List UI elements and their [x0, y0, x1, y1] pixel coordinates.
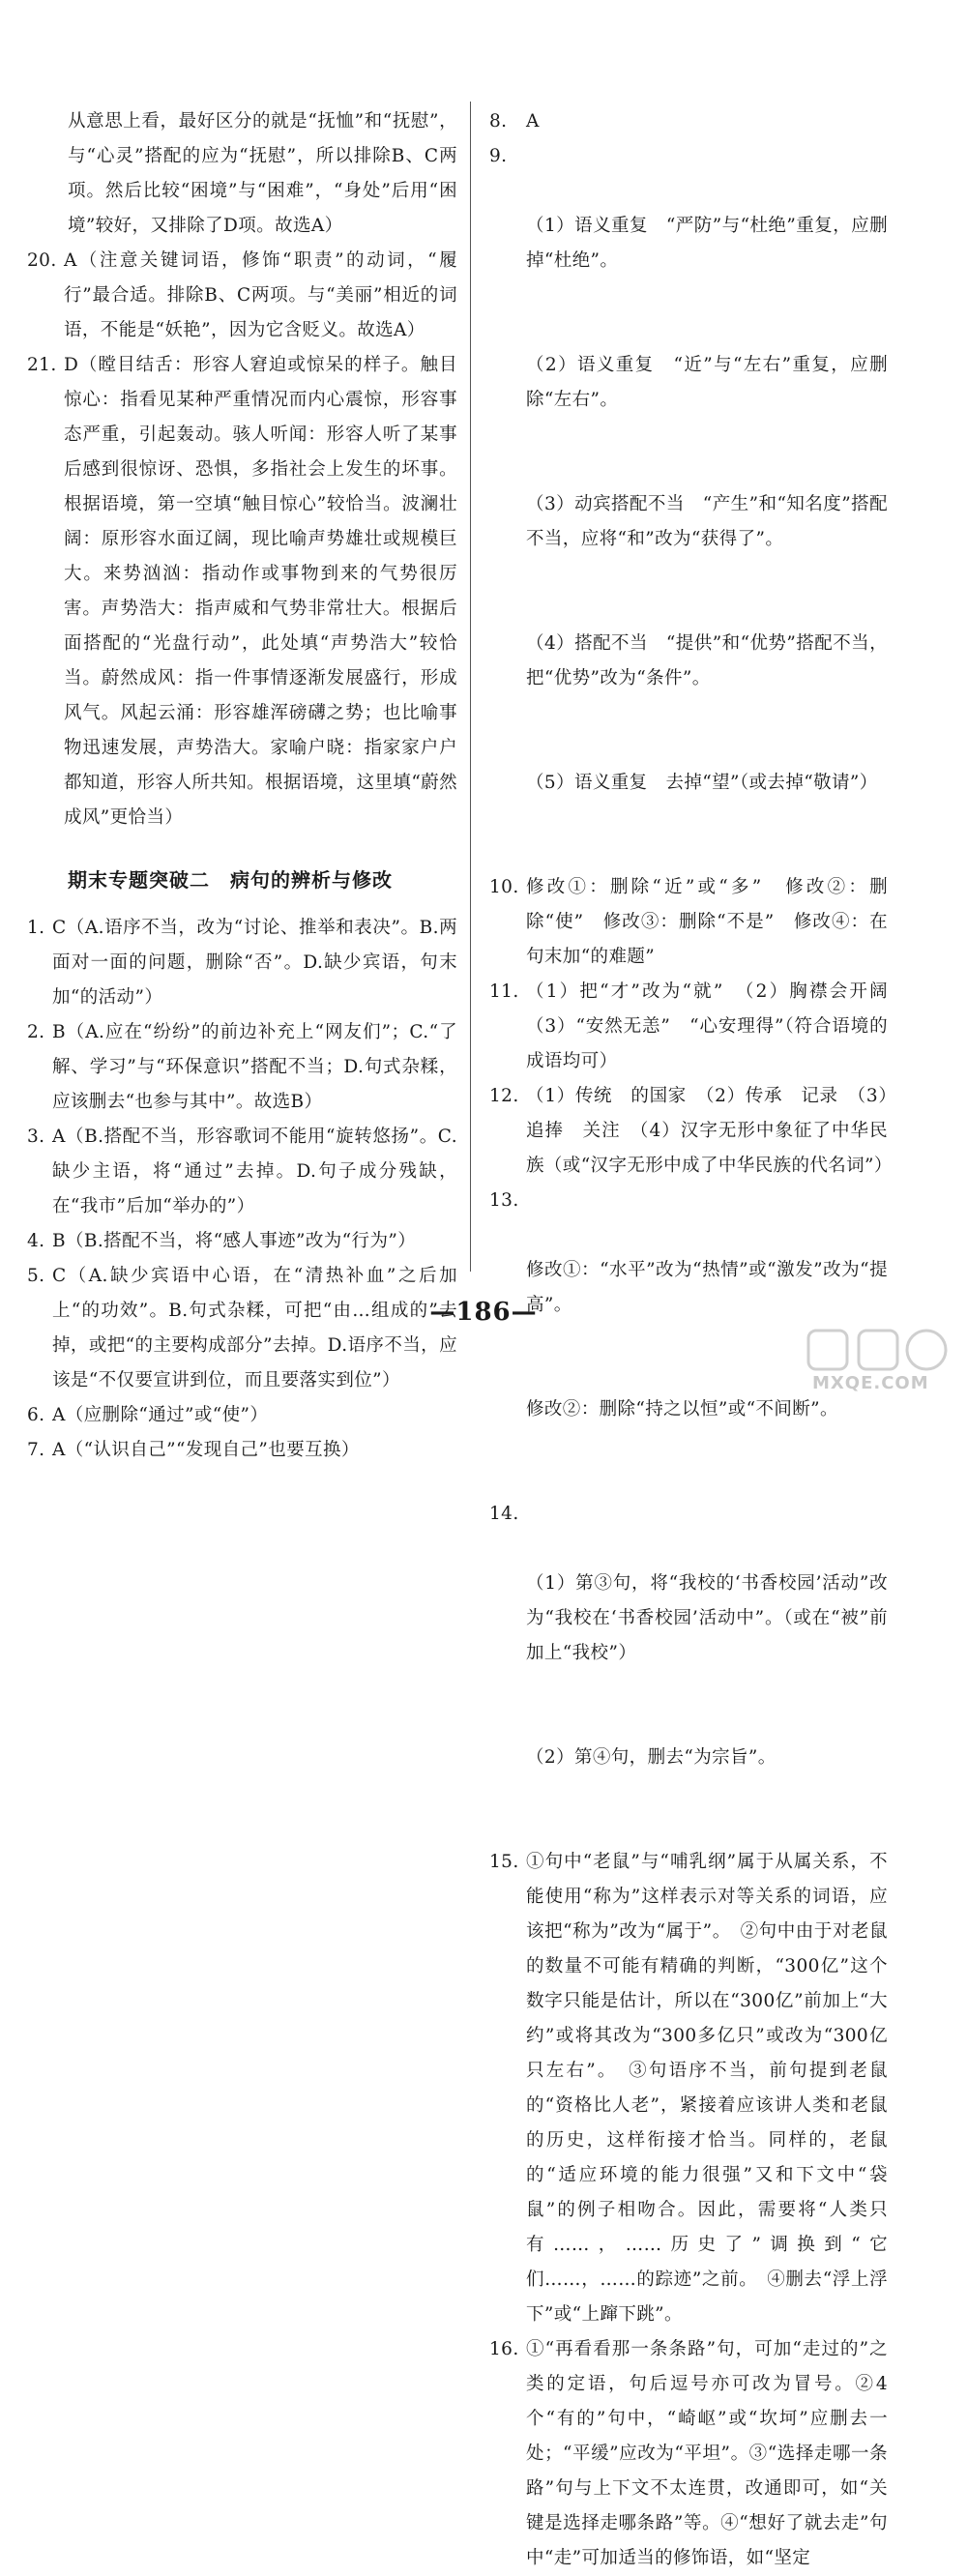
item-line: 修改②：删除“持之以恒”或“不间断”。 — [526, 1399, 838, 1420]
item-text: D（瞠目结舌：形容人窘迫或惊呆的样子。触目惊心：指看见某种严重情况而内心震惊，形容事态严重，引起轰动。骇人听闻：形容人听了某事后感到很惊讶、恐惧，多指社会上发生的坏事。根据语境，第一空填“触目惊心”较恰当。波澜壮阔：原形容水面辽阔，现比喻声势雄壮或规模巨大。来势汹汹：指动作或事物到来的气势很厉害。声势浩大：指声威和气势非常壮大。根据后面搭配的“光盘行动”，此处填“声势浩大”较恰当。蔚然成风：指一件事情逐渐发展盛行，形成风气。风起云涌：形容雄浑磅礴之势；也比喻事物迅速发展，声势浩大。家喻户晓：指家家户户都知道，形容人所共知。根据语境，这里填“蔚然成风”更恰当） — [64, 355, 457, 828]
item-line: （2）语义重复 “近”与“左右”重复，应删除“左右”。 — [526, 355, 888, 410]
answer-item-6 — [27, 1398, 457, 1433]
item-number: 12. — [489, 1086, 519, 1106]
item-line: （4）搭配不当 “提供”和“优势”搭配不当，把“优势”改为“条件”。 — [526, 633, 888, 688]
answer-item-3 — [27, 1120, 457, 1224]
item-line: （5）语义重复 去掉“望”（或去掉“敬请”） — [526, 773, 878, 793]
item-line: （1）第③句，将“我校的‘书香校园’活动”改为“我校在‘书香校园’活动中”。（或在“被”前加上“我校”） — [526, 1573, 888, 1663]
item-text: A（B.搭配不当，形容歌词不能用“旋转悠扬”。C.缺少主语，将“通过”去掉。D.句子成分残缺，在“我市”后加“举办的”） — [52, 1127, 457, 1216]
item-number: 9. — [489, 146, 508, 166]
item-text: C（A.缺少宾语中心语，在“清热补血”之后加上“的功效”。B.句式杂糅，可把“由…组成的”去掉，或把“的主要构成部分”去掉。D.语序不当，应该是“不仅要宣讲到位，而且要落实到位”） — [52, 1266, 457, 1390]
item-number: 5. — [27, 1266, 45, 1286]
item-text: A — [526, 111, 540, 132]
item-text: ①“再看看那一条条路”句，可加“走过的”之类的定语，句后逗号亦可改为冒号。②4个“有的”句中，“崎岖”或“坎坷”应删去一处；“平缓”应改为“平坦”。③“选择走哪一条路”句与上下文不太连贯，改通即可，如“关键是选择走哪条路”等。④“想好了就去走”句中“走”可加适当的修饰语，如“坚定 — [526, 2339, 888, 2568]
item-text — [526, 1497, 888, 1845]
answer-item-8 — [489, 104, 888, 139]
answer-item-15 — [489, 1845, 888, 2332]
item-line: （2）第④句，删去“为宗旨”。 — [526, 1747, 777, 1768]
answer-item-12 — [489, 1079, 893, 1184]
item-number: 6. — [27, 1405, 45, 1425]
item-text: C（A.语序不当，改为“讨论、推举和表决”。B.两面对一面的问题，删除“否”。D.缺少宾语，句末加“的活动”） — [52, 918, 457, 1008]
item-number: 7. — [27, 1440, 45, 1460]
item-number: 20. — [27, 250, 57, 271]
answer-item-10 — [489, 870, 888, 975]
item-text: B（A.应在“纷纷”的前边补充上“网友们”；C.“了解、学习”与“环保意识”搭配不当；D.句式杂糅，应该删去“也参与其中”。故选B） — [52, 1022, 457, 1112]
item-line: （3）动宾搭配不当 “产生”和“知名度”搭配不当，应将“和”改为“获得了”。 — [526, 494, 888, 549]
answer-item-7 — [27, 1433, 457, 1468]
section-title: 期末专题突破二 病句的辨析与修改 — [68, 868, 393, 892]
watermark-text: MXQE.COM — [812, 1373, 929, 1393]
item-line: 修改①：“水平”改为“热情”或“激发”改为“提高”。 — [526, 1260, 888, 1315]
item-number: 10. — [489, 877, 519, 897]
item-19-continuation: 从意思上看，最好区分的就是“抚恤”和“抚慰”，与“心灵”搭配的应为“抚慰”，所以排除B、C两项。然后比较“困境”与“困难”，“身处”后用“困境”较好，又排除了D项。故选A） — [68, 111, 457, 236]
item-text: A（“认识自己”“发现自己”也要互换） — [52, 1440, 360, 1460]
item-number: 8. — [489, 111, 508, 132]
answer-item-5 — [27, 1259, 457, 1398]
item-text: （1）把“才”改为“就” （2）胸襟会开阔 （3）“安然无恙” “心安理得”（符合语境的成语均可） — [526, 981, 906, 1071]
answer-item-11 — [489, 975, 906, 1079]
item-number: 15. — [489, 1852, 519, 1872]
item-line: （1）语义重复 “严防”与“杜绝”重复，应删掉“杜绝”。 — [526, 216, 888, 271]
item-number: 11. — [489, 981, 519, 1002]
answer-item-14 — [489, 1497, 888, 1845]
item-number: 2. — [27, 1022, 45, 1042]
item-text: 修改①：删除“近”或“多” 修改②：删除“使” 修改③：删除“不是” 修改④：在句末加“的难题” — [526, 877, 888, 967]
item-text — [526, 139, 888, 870]
column-divider — [470, 102, 471, 1272]
left-column — [27, 104, 457, 1468]
item-text: A（应删除“通过”或“使”） — [52, 1405, 269, 1425]
item-text: ①句中“老鼠”与“哺乳纲”属于从属关系，不能使用“称为”这样表示对等关系的词语，应该把“称为”改为“属于”。 ②句中由于对老鼠的数量不可能有精确的判断，“300亿”这个数字只能是估计，所以在“300亿”前加上“大约”或将其改为“300多亿只”或改为“300亿只左右”。 ③句语序不当，前句提到老鼠的“资格比人老”，紧接着应该讲人类和老鼠的历史，这样衔接才恰当。同样的，老鼠的“适应环境的能力很强”又和下文中“袋鼠”的例子相吻合。因此，需要将“人类只有……，……历史了”调换到“它们……，……的踪迹”之前。 ④删去“浮上浮下”或“上蹿下跳”。 — [526, 1852, 888, 2325]
item-text: （1）传统 的国家 （2）传承 记录 （3）追捧 关注 （4）汉字无形中象征了中华民族（或“汉字无形中成了中华民族的代名词”） — [526, 1086, 893, 1176]
item-number: 16. — [489, 2339, 519, 2359]
item-number: 3. — [27, 1127, 45, 1147]
item-number: 13. — [489, 1190, 519, 1211]
answer-item-21 — [27, 348, 457, 835]
item-number: 14. — [489, 1504, 519, 1524]
item-number: 21. — [27, 355, 57, 375]
answer-item-1 — [27, 911, 457, 1015]
item-text: A（注意关键词语，修饰“职责”的动词，“履行”最合适。排除B、C两项。与“美丽”相近的词语，不能是“妖艳”，因为它含贬义。故选A） — [64, 250, 457, 340]
item-number: 1. — [27, 918, 45, 938]
answer-item-9 — [489, 139, 888, 870]
answer-item-2 — [27, 1015, 457, 1120]
item-number: 4. — [27, 1231, 45, 1251]
item-text: B（B.搭配不当，将“感人事迹”改为“行为”） — [52, 1231, 417, 1251]
answer-item-16 — [489, 2332, 888, 2576]
answer-item-4 — [27, 1224, 457, 1259]
page-number: —186— — [429, 1298, 538, 1327]
answer-item-20 — [27, 244, 457, 348]
